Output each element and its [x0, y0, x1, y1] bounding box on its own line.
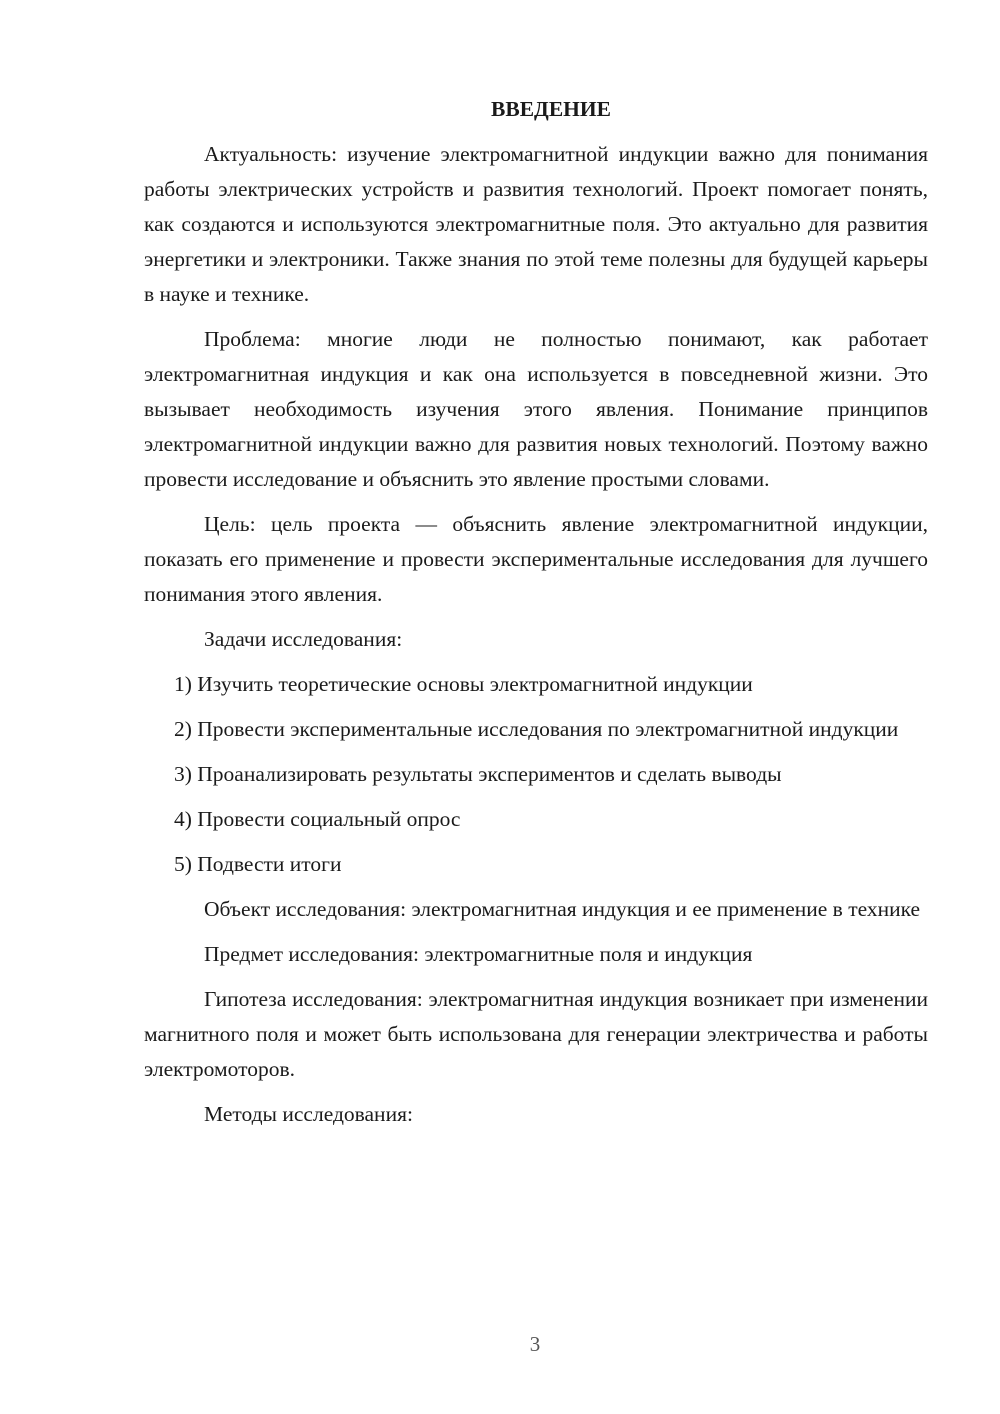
task-item: 5) Подвести итоги: [174, 852, 342, 876]
relevance-paragraph: Актуальность: изучение электромагнитной индукции важно для понимания работы электрических устройств и развития технологий. Проект помогает понять, как создаются и используются электромагнитные поля. Это актуально для развития энергетики и электроники. Также знания по этой теме полезны для будущей карьеры в науке и технике.: [144, 142, 928, 306]
tasks-heading: Задачи исследования:: [204, 627, 403, 651]
task-item: 3) Проанализировать результаты экспериментов и сделать выводы: [174, 762, 782, 786]
document-page: [144, 92, 928, 1142]
page-number: 3: [529, 1332, 541, 1356]
task-item: 2) Провести экспериментальные исследования по электромагнитной индукции: [174, 717, 899, 741]
goal-paragraph: Цель: цель проекта — объяснить явление электромагнитной индукции, показать его применение и провести экспериментальные исследования для лучшего понимания этого явления.: [144, 512, 928, 606]
task-item: 4) Провести социальный опрос: [174, 807, 461, 831]
problem-paragraph: Проблема: многие люди не полностью понимают, как работает электромагнитная индукция и как она используется в повседневной жизни. Это вызывает необходимость изучения этого явления. Понимание принципов электромагнитной индукции важно для развития новых технологий. Поэтому важно провести исследование и объяснить это явление простыми словами.: [144, 327, 928, 491]
subject-paragraph: Предмет исследования: электромагнитные поля и индукция: [204, 942, 753, 966]
task-item: 1) Изучить теоретические основы электромагнитной индукции: [174, 672, 753, 696]
methods-heading: Методы исследования:: [204, 1102, 413, 1126]
hypothesis-paragraph: Гипотеза исследования: электромагнитная индукция возникает при изменении магнитного поля и может быть использована для генерации электричества и работы электромоторов.: [144, 987, 928, 1081]
object-paragraph: Объект исследования: электромагнитная индукция и ее применение в технике: [204, 897, 921, 921]
page-title: ВВЕДЕНИЕ: [491, 97, 611, 121]
